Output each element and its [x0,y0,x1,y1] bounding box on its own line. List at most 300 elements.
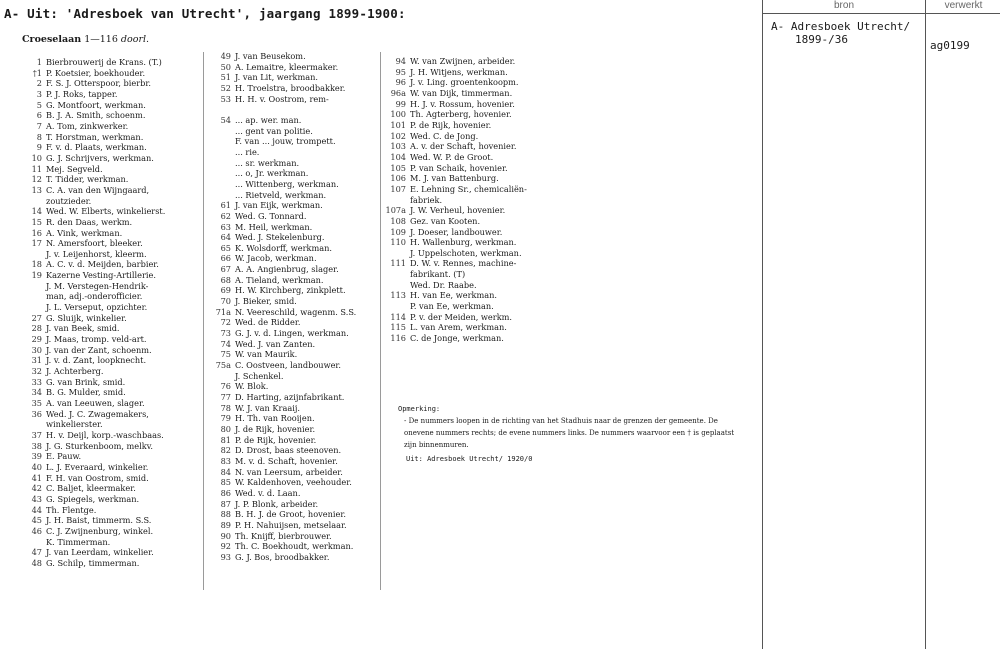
resident-entry: W. Blok. [235,381,269,392]
resident-entry: ... gent van politie. [235,125,313,136]
address-row [384,258,559,269]
house-number: 61 [220,200,231,211]
address-row [20,483,198,494]
address-row [209,222,379,233]
resident-entry: Wed. C. de Jong. [410,130,479,141]
address-row [20,270,198,281]
resident-entry: K. Timmerman. [46,536,111,547]
address-row [209,531,379,542]
house-number: 8 [36,131,42,142]
house-number [209,147,235,158]
address-row [20,334,198,345]
resident-entry: Wed. W. Elberts, winkelierst. [46,206,166,217]
address-row [384,163,559,174]
bron-header: bron [763,0,926,14]
house-number [209,126,235,137]
address-row [209,179,379,190]
resident-entry: M. J. van Battenburg. [410,173,499,184]
resident-entry: P. van Ee, werkman. [410,301,494,312]
house-number: 5 [36,99,42,110]
address-row [209,147,379,158]
house-number [20,419,46,430]
house-number: 40 [31,461,42,472]
house-number: 39 [31,451,42,462]
address-row [20,153,198,164]
address-row [384,56,559,67]
house-number: 104 [390,151,406,162]
house-number: 107 [390,183,406,194]
address-row [20,505,198,516]
address-row [20,174,198,185]
address-row [209,275,379,286]
house-number [20,291,46,302]
house-number [209,371,235,382]
house-number: 76 [220,381,231,392]
resident-entry: Wed. J. C. Zwagemakers, [46,408,149,419]
house-number [20,537,46,548]
house-number: 50 [220,61,231,72]
resident-entry: P. J. Roks, tapper. [46,88,118,99]
address-row [384,237,559,248]
address-row [20,68,198,79]
house-number: 12 [31,174,42,185]
bron-value [771,20,910,46]
house-number: 51 [220,72,231,83]
resident-entry: J. v. d. Zant, loopknecht. [46,355,147,366]
address-row [209,413,379,424]
resident-entry: Wed. J. Stekelenburg. [235,232,325,243]
house-number: 28 [31,323,42,334]
resident-entry: A. Lemaitre, kleermaker. [235,61,339,72]
resident-entry: A. Tom, zinkwerker. [46,120,129,131]
resident-entry: H. W. Kirchberg, zinkplett. [235,285,346,296]
address-row [20,281,198,292]
house-number: 77 [220,392,231,402]
resident-entry: G. Schilp, timmerman. [46,557,140,568]
resident-entry: J. Uppelschoten, werkman. [410,247,522,258]
house-number: 103 [390,141,406,152]
resident-entry: K. Wolsdorff, werkman. [235,242,332,253]
address-row [209,115,379,126]
address-row [209,520,379,531]
resident-entry: J. van Beek, smid. [46,323,120,334]
address-row [20,462,198,473]
resident-entry: G. van Brink, smid. [46,376,126,387]
address-row [384,77,559,88]
resident-entry: F. H. van Oostrom, smid. [46,472,149,483]
resident-entry: J. van Leerdam, winkelier. [46,547,154,558]
house-number: 105 [390,162,406,173]
resident-entry: N. van Leersum, arbeider. [235,466,343,477]
house-number: 35 [31,398,42,408]
address-row [209,243,379,254]
address-row [209,136,379,147]
address-row [20,249,198,260]
address-row [20,185,198,196]
house-number: 87 [220,498,231,509]
resident-entry: G. Sluijk, winkelier. [46,312,127,323]
resident-entry: D. Harting, azijnfabrikant. [235,392,345,402]
resident-entry: Wed. G. Tonnard. [235,210,307,221]
resident-entry: J. v. Leijenhorst, kleerm. [46,248,147,259]
house-number [209,168,235,179]
resident-entry: M. v. d. Schaft, hovenier. [235,455,338,466]
address-row [20,57,198,68]
house-number: 36 [31,408,42,419]
house-number: 41 [31,472,42,483]
resident-entry: E. Pauw. [46,451,82,462]
address-row [209,168,379,179]
resident-entry: Th. Flentge. [46,504,97,515]
house-number: 29 [31,334,42,345]
resident-entry: fabriek. [410,194,443,205]
resident-entry: G. J. Schrijvers, werkman. [46,152,154,163]
address-row [20,132,198,143]
resident-entry: A. C. v. d. Meijden, barbier. [46,259,159,270]
resident-entry: P. de Rijk, hovenier. [235,434,317,445]
address-row [209,253,379,264]
house-number: 17 [31,238,42,249]
address-row [209,339,379,350]
resident-entry: Kazerne Vesting-Artillerie. [46,270,156,281]
address-row [209,200,379,211]
address-row [209,371,379,382]
resident-entry: N. Amersfoort, bleeker. [46,238,143,249]
resident-entry: P. de Rijk, hovenier. [410,119,492,130]
resident-entry: A. Vink, werkman. [46,227,123,238]
address-row [209,552,379,563]
resident-entry: N. Veereschild, wagenm. S.S. [235,306,357,317]
house-number: 16 [31,227,42,238]
resident-entry: F. S. J. Otterspoor, bierbr. [46,78,152,89]
house-number: 78 [220,402,231,413]
address-row [20,196,198,207]
address-row [209,307,379,318]
resident-entry: P. Koetsier, boekhouder. [46,67,146,78]
resident-entry: J. G. Sturkenboom, melkv. [46,440,153,451]
house-number: 52 [220,82,231,93]
house-number: 46 [31,525,42,536]
remark-note [398,403,743,465]
house-number: 93 [220,551,231,562]
resident-entry: J. de Rijk, hovenier. [235,423,316,434]
house-number: 101 [390,119,406,130]
address-row [209,349,379,360]
house-number: 9 [36,142,42,153]
house-number: 54 [220,114,231,125]
resident-entry: C. J. Zwijnenburg, winkel. [46,525,154,536]
house-number: 14 [31,206,42,217]
address-row [384,152,559,163]
house-number: 10 [31,152,42,163]
resident-entry: ... ap. wer. man. [235,114,302,125]
house-number [384,195,410,206]
resident-entry: J. van Eijk, werkman. [235,200,323,211]
resident-entry: J. van Lit, werkman. [235,72,319,83]
resident-entry: J. H. Witjens, werkman. [410,66,508,77]
house-number: 11 [31,163,42,174]
resident-entry: J. W. Verheul, hovenier. [410,205,506,216]
house-number: 113 [390,290,406,301]
house-number: 116 [390,333,406,344]
document-header: A- Uit: 'Adresboek van Utrecht', jaargang 1899-1900: [4,6,406,21]
resident-entry: A. van Leeuwen, slager. [46,398,145,408]
address-row [384,184,559,195]
house-number: 114 [390,311,406,322]
resident-entry: man, adj.-onderofficier. [46,291,143,302]
house-number: 53 [220,93,231,104]
address-row [20,142,198,153]
address-row [384,301,559,312]
remark-body: - De nummers loopen in de richting van het Stadhuis naar de grenzen der gemeente. De onevene nummers rechts; de evene nummers links. De nummers waarvoor een † is geplaatst zijn binnenmuren. [404,417,735,449]
street-note: doorl. [120,34,150,45]
address-column-1 [20,57,198,569]
house-number [384,269,410,280]
resident-entry: H. Troelstra, broodbakker. [235,82,346,93]
address-row [209,190,379,201]
remark-source: Uit: Adresboek Utrecht/ 1920/0 [406,455,533,463]
resident-entry: ... rie. [235,146,260,157]
house-number: 88 [220,509,231,520]
address-row [209,72,379,83]
address-row [384,216,559,227]
resident-entry: zoutzieder. [46,195,92,206]
house-number [384,301,410,312]
house-number: 100 [390,109,406,120]
resident-entry: C. de Jonge, werkman. [410,333,504,344]
house-number: 95 [395,66,406,77]
address-row [20,558,198,569]
resident-entry: W. J. van Kraaij. [235,402,300,413]
resident-entry: W. van Dijk, timmerman. [410,87,513,98]
resident-entry: Wed. de Ridder. [235,317,301,328]
resident-entry: F. van ... jouw, trompett. [235,136,336,147]
resident-entry: Gez. van Kooten. [410,215,481,226]
address-row [384,67,559,78]
address-row [209,509,379,520]
address-row [20,206,198,217]
resident-entry: H. Wallenburg, werkman. [410,237,517,248]
house-number: 6 [36,110,42,121]
house-number: 81 [220,434,231,445]
resident-entry: Wed. v. d. Laan. [235,487,301,498]
house-number: 84 [220,466,231,477]
house-number: 32 [31,366,42,377]
house-number: 108 [390,215,406,226]
address-row [209,51,379,62]
panel-divider [925,13,926,649]
resident-entry: ... Wittenberg, werkman. [235,178,339,189]
address-column-3 [384,56,559,344]
house-number: 65 [220,242,231,253]
address-row [209,392,379,403]
address-row [20,515,198,526]
address-row [20,494,198,505]
resident-entry: W. van Zwijnen, arbeider. [410,56,516,66]
house-number: 83 [220,455,231,466]
address-row [209,499,379,510]
house-number [20,196,46,207]
address-row [20,121,198,132]
resident-entry: M. Heil, werkman. [235,221,313,232]
resident-entry: G. Spiegels, werkman. [46,493,140,504]
resident-entry: W. Jacob, werkman. [235,253,317,264]
address-row [384,205,559,216]
house-number: 99 [395,98,406,109]
house-number: 107a [385,205,406,216]
house-number: 63 [220,221,231,232]
house-number: 27 [31,312,42,323]
address-row [384,141,559,152]
house-number: 86 [220,487,231,498]
address-row [209,477,379,488]
resident-entry: Wed. W. P. de Groot. [410,151,494,162]
resident-entry: L. J. Everaard, winkelier. [46,461,149,472]
house-number: 7 [36,120,42,131]
house-number: 66 [220,253,231,264]
street-heading [22,34,149,45]
resident-entry: J. M. Verstegen-Hendrik- [46,280,149,291]
resident-entry: H. J. v. Rossum, hovenier. [410,98,515,109]
house-number: 38 [31,440,42,451]
address-row [20,387,198,398]
house-number: 74 [220,338,231,349]
address-row [209,488,379,499]
resident-entry: A. Tieland, werkman. [235,274,324,285]
address-row [20,100,198,111]
house-number: 67 [220,264,231,275]
house-number: 106 [390,173,406,184]
resident-entry: C. A. van den Wijngaard, [46,184,150,195]
address-row [20,409,198,420]
resident-entry: Mej. Segveld. [46,163,103,174]
address-row [209,104,379,115]
house-number [209,104,235,115]
resident-entry: Bierbrouwerij de Krans. (T.) [46,57,162,67]
address-row [209,424,379,435]
address-row [209,158,379,169]
house-number: 89 [220,519,231,530]
resident-entry: winkelierster. [46,419,103,430]
address-row [20,419,198,430]
address-row [20,473,198,484]
house-number: 18 [31,259,42,270]
resident-entry: F. v. d. Plaats, werkman. [46,142,147,153]
address-row [20,537,198,548]
address-row [20,78,198,89]
house-number: 68 [220,274,231,285]
address-row [384,227,559,238]
address-row [209,467,379,478]
resident-entry: H. v. Deijl, korp.-waschbaas. [46,429,164,440]
resident-entry: E. Lehning Sr., chemicaliën- [410,183,527,194]
address-row [20,441,198,452]
house-number: 2 [36,78,42,89]
resident-entry: ... Rietveld, werkman. [235,189,327,200]
house-number: 96 [395,77,406,88]
resident-entry: J. v. Ling. groentenkoopm. [410,77,519,88]
address-row [384,120,559,131]
address-row [384,269,559,280]
address-row [20,451,198,462]
resident-entry: ... o, Jr. werkman. [235,168,309,179]
address-row [20,217,198,228]
resident-entry: Wed. Dr. Raabe. [410,279,477,290]
address-row [209,381,379,392]
house-number: †1 [32,67,42,78]
house-number: 70 [220,296,231,307]
house-number: 92 [220,541,231,552]
address-row [20,302,198,313]
resident-entry: J. Achterberg. [46,366,104,377]
house-number: 80 [220,423,231,434]
verwerkt-header: verwerkt [926,0,1000,14]
house-number [209,190,235,201]
address-row [384,131,559,142]
address-column-2 [209,51,379,563]
resident-entry: P. van Schaik, hovenier. [410,162,508,173]
resident-entry: J. van Beusekom. [235,51,306,61]
resident-entry: J. Doeser, landbouwer. [410,226,503,237]
resident-entry: G. Montfoort, werkman. [46,99,146,110]
address-row [209,83,379,94]
resident-entry: J. Bieker, smid. [235,296,297,307]
address-row [20,313,198,324]
address-row [20,238,198,249]
bron-value-line2: 1899-/36 [795,33,848,46]
address-row [20,377,198,388]
resident-entry: T. Tidder, werkman. [46,174,129,185]
address-row [209,285,379,296]
house-number: 44 [31,504,42,515]
house-number: 3 [36,88,42,99]
address-row [384,312,559,323]
house-number: 96a [390,87,406,98]
address-row [384,195,559,206]
house-number [20,249,46,260]
resident-entry: J. Maas, tromp. veld-art. [46,334,147,345]
house-number [209,179,235,190]
address-row [384,280,559,291]
metadata-panel [762,0,1000,649]
resident-entry: J. H. Baist, timmerm. S.S. [46,515,152,526]
address-row [20,398,198,409]
address-row [209,232,379,243]
resident-entry: fabrikant. (T) [410,269,466,280]
house-number: 62 [220,210,231,221]
house-number: 115 [390,322,406,333]
resident-entry: J. van der Zant, schoenm. [46,344,152,355]
address-row [20,164,198,175]
house-number: 30 [31,344,42,355]
house-number: 1 [36,57,42,67]
address-row [20,547,198,558]
address-row [209,317,379,328]
resident-entry: W. van Maurik. [235,349,298,360]
house-number: 43 [31,493,42,504]
address-row [20,323,198,334]
address-row [209,211,379,222]
address-row [20,291,198,302]
house-number [209,158,235,169]
resident-entry: H. van Ee, werkman. [410,290,498,301]
address-row [209,360,379,371]
resident-entry: P. v. der Meiden, werkm. [410,311,513,322]
resident-entry: Th. Knijff, bierbrouwer. [235,530,332,541]
house-number: 71a [215,306,231,317]
address-row [20,259,198,270]
resident-entry: H. Th. van Rooijen. [235,413,315,424]
